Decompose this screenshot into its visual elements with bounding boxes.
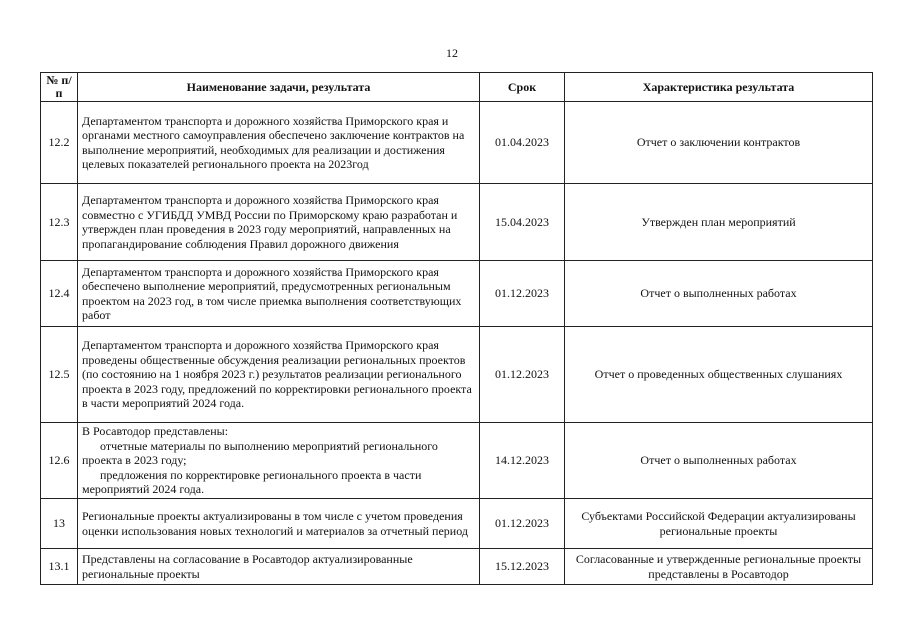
table-row [41,549,873,585]
row-result: Согласованные и утвержденные региональные проекты представлены в Росавтодор [565,549,873,585]
row-number: 13 [41,499,78,549]
header-deadline: Срок [480,73,565,102]
row-number: 12.2 [41,102,78,184]
header-result: Характеристика результата [565,73,873,102]
row-number: 12.5 [41,327,78,423]
row-deadline: 01.04.2023 [480,102,565,184]
row-result: Отчет о заключении контрактов [565,102,873,184]
row-number: 12.6 [41,423,78,499]
tasks-table [40,72,873,585]
row-deadline: 01.12.2023 [480,261,565,327]
row-number: 12.4 [41,261,78,327]
row-task-item: предложения по корректировке регионального проекта в части мероприятий 2024 года. [82,467,422,497]
row-task-item: отчетные материалы по выполнению мероприятий регионального проекта в 2023 году; [82,438,438,468]
page-number: 12 [446,46,458,60]
row-result: Утвержден план мероприятий [565,184,873,261]
row-result: Отчет о выполненных работах [565,261,873,327]
row-number: 13.1 [41,549,78,585]
row-number: 12.3 [41,184,78,261]
row-result: Субъектами Российской Федерации актуализированы региональные проекты [565,499,873,549]
table-row [41,102,873,184]
table-row [41,184,873,261]
row-task-intro: В Росавтодор представлены: [82,424,229,439]
table-header-row [41,73,873,102]
header-task: Наименование задачи, результата [78,73,480,102]
row-task: Департаментом транспорта и дорожного хозяйства Приморского края обеспечено выполнение мероприятий, предусмотренных региональным проектом на 2023 год, в том числе приемка выполнения соответствующих работ [78,261,480,327]
row-deadline: 15.04.2023 [480,184,565,261]
table-row [41,261,873,327]
row-task: Департаментом транспорта и дорожного хозяйства Приморского края проведены общественные обсуждения реализации региональных проектов (по состоянию на 1 ноября 2023 г.) результатов реализации регионального проекта в 2023 году, предложений по корректировки регионального проекта в части мероприятий 2024 года. [78,327,480,423]
table-row [41,499,873,549]
header-number: № п/п [41,73,78,102]
row-task: Региональные проекты актуализированы в том числе с учетом проведения оценки использования новых технологий и материалов за отчетный период [78,499,480,549]
row-task [78,423,480,499]
row-deadline: 01.12.2023 [480,327,565,423]
row-deadline: 14.12.2023 [480,423,565,499]
row-task: Департаментом транспорта и дорожного хозяйства Приморского края совместно с УГИБДД УМВД России по Приморскому краю разработан и утвержден план проведения в 2023 году мероприятий, направленных на пропагандирование соблюдения Правил дорожного движения [78,184,480,261]
row-result: Отчет о выполненных работах [565,423,873,499]
table-row [41,327,873,423]
row-task: Представлены на согласование в Росавтодор актуализированные региональные проекты [78,549,480,585]
row-deadline: 15.12.2023 [480,549,565,585]
row-task: Департаментом транспорта и дорожного хозяйства Приморского края и органами местного самоуправления обеспечено заключение контрактов на выполнение мероприятий, необходимых для реализации и достижения целевых показателей регионального проекта на 2023год [78,102,480,184]
row-deadline: 01.12.2023 [480,499,565,549]
table-row [41,423,873,499]
row-result: Отчет о проведенных общественных слушаниях [565,327,873,423]
